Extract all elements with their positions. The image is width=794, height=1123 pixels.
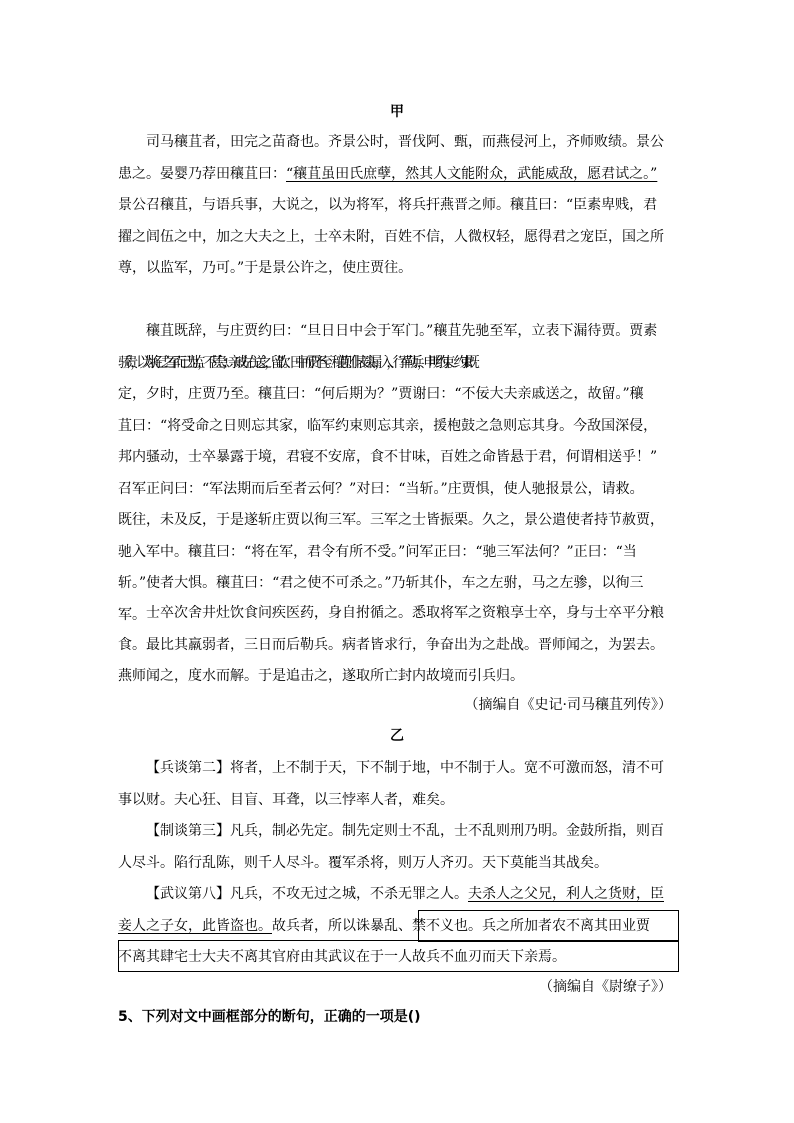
underlined-quote: “穰苴虽田氏庶孽，然其人文能附众，武能威敌，愿君试之。”	[286, 165, 658, 182]
passage-yi-paragraph-1	[118, 753, 678, 816]
text-line: 骄贵，以为将己之军而己为监，不甚急；亲戚左右送之，留饮。日中而贾不至。穰苴则仆表决漏，入，行军勒兵，申明约束。约束既	[118, 354, 472, 371]
text-line: 既往，未及反，于是遂斩庄贾以徇三军。三军之士皆振栗。久之，景公遣使者持节赦贾，	[118, 512, 664, 528]
section-heading-jia: 甲	[390, 104, 404, 120]
text-line: 驰入军中。穰苴曰：“将在军，君令有所不受。”问军正曰：“驰三军法何？”正曰：“当	[118, 543, 637, 560]
boxed-text: 兵之所加者农不离其田业贾	[482, 917, 650, 934]
text-line	[118, 159, 678, 191]
text-line: 擢之闾伍之中，加之大夫之上，士卒未附，百姓不信，人微权轻，愿得君之宠臣，国之所	[118, 228, 664, 245]
text-line: 事以财。夫心狂、目盲、耳聋，以三悖率人者，难矣。	[118, 791, 454, 808]
text-line: 召军正问曰：“军法期而后至者云何？”对曰：“当斩。”庄贾惧，使人驰报景公，请救。	[118, 480, 644, 497]
text-line: 定，夕时，庄贾乃至。穰苴曰：“何后期为？”贾谢曰：“不佞大夫亲戚送之，故留。”穰	[118, 386, 644, 402]
source-citation-yi: （摘编自《尉缭子》）	[539, 979, 672, 995]
text-span: 患之。晏婴乃荐田穰苴曰：	[118, 165, 286, 182]
text-line: 斩。”使者大惧。穰苴曰：“君之使不可杀之。”乃斩其仆，车之左驸，马之左骖，以徇三	[118, 575, 644, 591]
passage-jia-paragraph-3	[118, 598, 678, 693]
text-line: 景公召穰苴，与语兵事，大说之，以为将军，将兵扞燕晋之师。穰苴曰：“臣素卑贱，君	[118, 197, 658, 213]
text-line: 【兵谈第二】将者，上不制于天，下不制于地，中不制于人。宽不可激而怒，清不可	[146, 760, 664, 776]
passage-jia-paragraph-1	[118, 127, 678, 285]
text-line: 尊，以监军，乃可。”于是景公许之，使庄贾往。	[118, 260, 413, 276]
text-line: 邦内骚动，士卒暴露于境，君寝不安席，食不甘味，百姓之命皆悬于君，何谓相送乎！”	[118, 449, 658, 465]
text-line: 司马穰苴者，田完之苗裔也。齐景公时，晋伐阿、甄，而燕侵河上，齐师败绩。景公	[146, 134, 664, 150]
question-5: 5、下列对文中画框部分的断句，正确的一项是()	[118, 1009, 421, 1025]
text-line: 苴曰：“将受命之日则忘其家，临军约束则忘其亲，援枹鼓之急则忘其身。今敌国深侵，	[118, 417, 658, 434]
text-line: 士卒次舍井灶饮食问疾医药，身自拊循之。悉取将军之资粮享士卒，身与士卒平分粮	[146, 605, 664, 621]
section-heading-yi: 乙	[390, 728, 404, 744]
text-line	[118, 879, 678, 911]
passage-yi-paragraph-2	[118, 816, 678, 879]
passage-yi-paragraph-3	[118, 879, 678, 974]
text-line: 燕师闻之，度水而解。于是追击之，遂取所亡封内故境而引兵归。	[118, 668, 524, 684]
text-line: 不离其肆宅士大夫不离其官府由其武议在于一人故兵不血刃而天下亲焉。	[118, 949, 566, 965]
text-span: 故兵者，所以诛暴乱、禁不义也。	[272, 917, 482, 934]
passage-jia-paragraph-2	[118, 316, 678, 631]
text-span: 【武议第八】凡兵，不攻无过之城，不杀无罪之人。	[146, 886, 468, 902]
text-line: 食。最比其羸弱者，三日而后勒兵。病者皆求行，争奋出为之赴战。晋师闻之，为罢去。	[118, 636, 664, 653]
text-line	[118, 911, 678, 943]
source-citation-jia: （摘编自《史记·司马穰苴列传》）	[464, 697, 672, 713]
text-line: 人尽斗。陷行乱陈，则千人尽斗。覆军杀将，则万人齐刃。天下莫能当其战矣。	[118, 854, 608, 871]
text-line: 穰苴既辞，与庄贾约曰：“旦日日中会于军门。”穰苴先驰至军，立表下漏待贾。贾素	[146, 323, 658, 339]
text-line: 军。	[118, 606, 146, 623]
underlined-text: 妾人之子女，此皆盗也。	[118, 917, 272, 934]
text-line: 【制谈第三】凡兵，制必先定。制先定则士不乱，士不乱则刑乃明。金鼓所指，则百	[146, 823, 664, 839]
underlined-text: 夫杀人之父兄，利人之货财，臣	[468, 886, 664, 902]
